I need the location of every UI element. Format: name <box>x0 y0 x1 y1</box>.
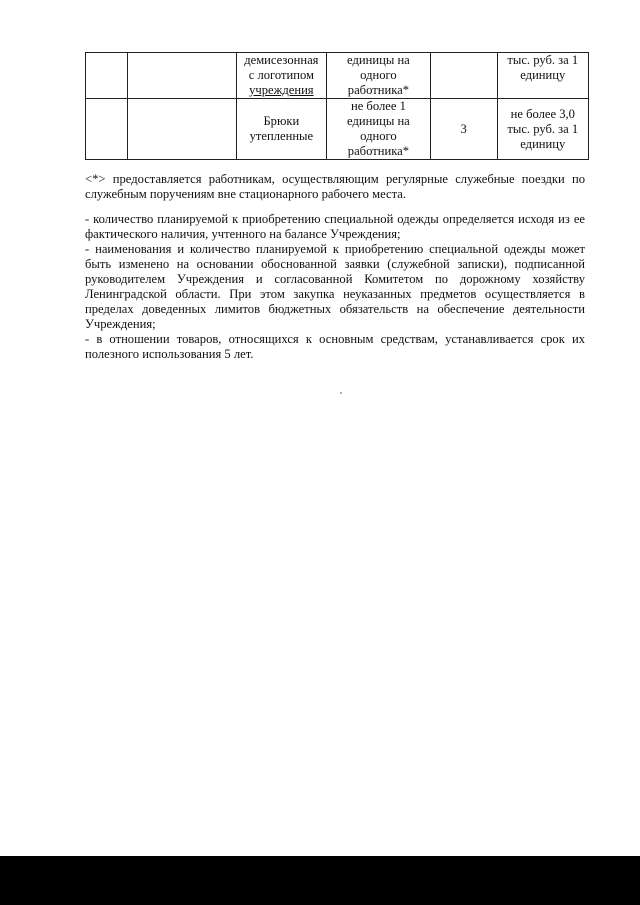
wear-period-cell <box>430 53 497 99</box>
footnote <box>85 172 585 202</box>
item-name-cell: Брюки утепленные <box>236 99 327 160</box>
price-cell: тыс. руб. за 1 единицу <box>497 53 588 99</box>
table-cell <box>127 99 236 160</box>
paragraph: - количество планируемой к приобретению специальной одежды определяется исходя из ее фактического наличия, учтенного на балансе Учреждения; <box>85 212 585 241</box>
table-row <box>86 53 589 99</box>
scan-speck <box>340 392 342 394</box>
table-cell <box>127 53 236 99</box>
notes-block <box>85 212 585 362</box>
quantity-cell: единицы на одного работника* <box>327 53 431 99</box>
table-row <box>86 99 589 160</box>
table-cell <box>86 99 128 160</box>
scan-border <box>0 856 640 905</box>
paragraph: - наименования и количество планируемой к приобретению специальной одежды может быть изменено на основании обоснованной заявки (служебной записки), подписанной руководителем Учреждения и согласованной Комитетом по дорожному хозяйству Ленинградской области. При этом закупка неуказанных предметов осуществляется в пределах доведенных лимитов бюджетных обязательств на обеспечение деятельности Учреждения; <box>85 242 585 331</box>
paragraph: - в отношении товаров, относящихся к основным средствам, устанавливается срок их полезного использования 5 лет. <box>85 332 585 361</box>
quantity-cell: не более 1 единицы на одного работника* <box>327 99 431 160</box>
price-cell: не более 3,0 тыс. руб. за 1 единицу <box>497 99 588 160</box>
footnote-text: <*> предоставляется работникам, осуществляющим регулярные служебные поездки по служебным поручениям вне стационарного рабочего места. <box>85 172 585 201</box>
table-cell <box>86 53 128 99</box>
clothing-norms-table <box>85 52 589 160</box>
item-name-cell: демисезонная с логотипом учреждения <box>236 53 327 99</box>
wear-period-cell: 3 <box>430 99 497 160</box>
